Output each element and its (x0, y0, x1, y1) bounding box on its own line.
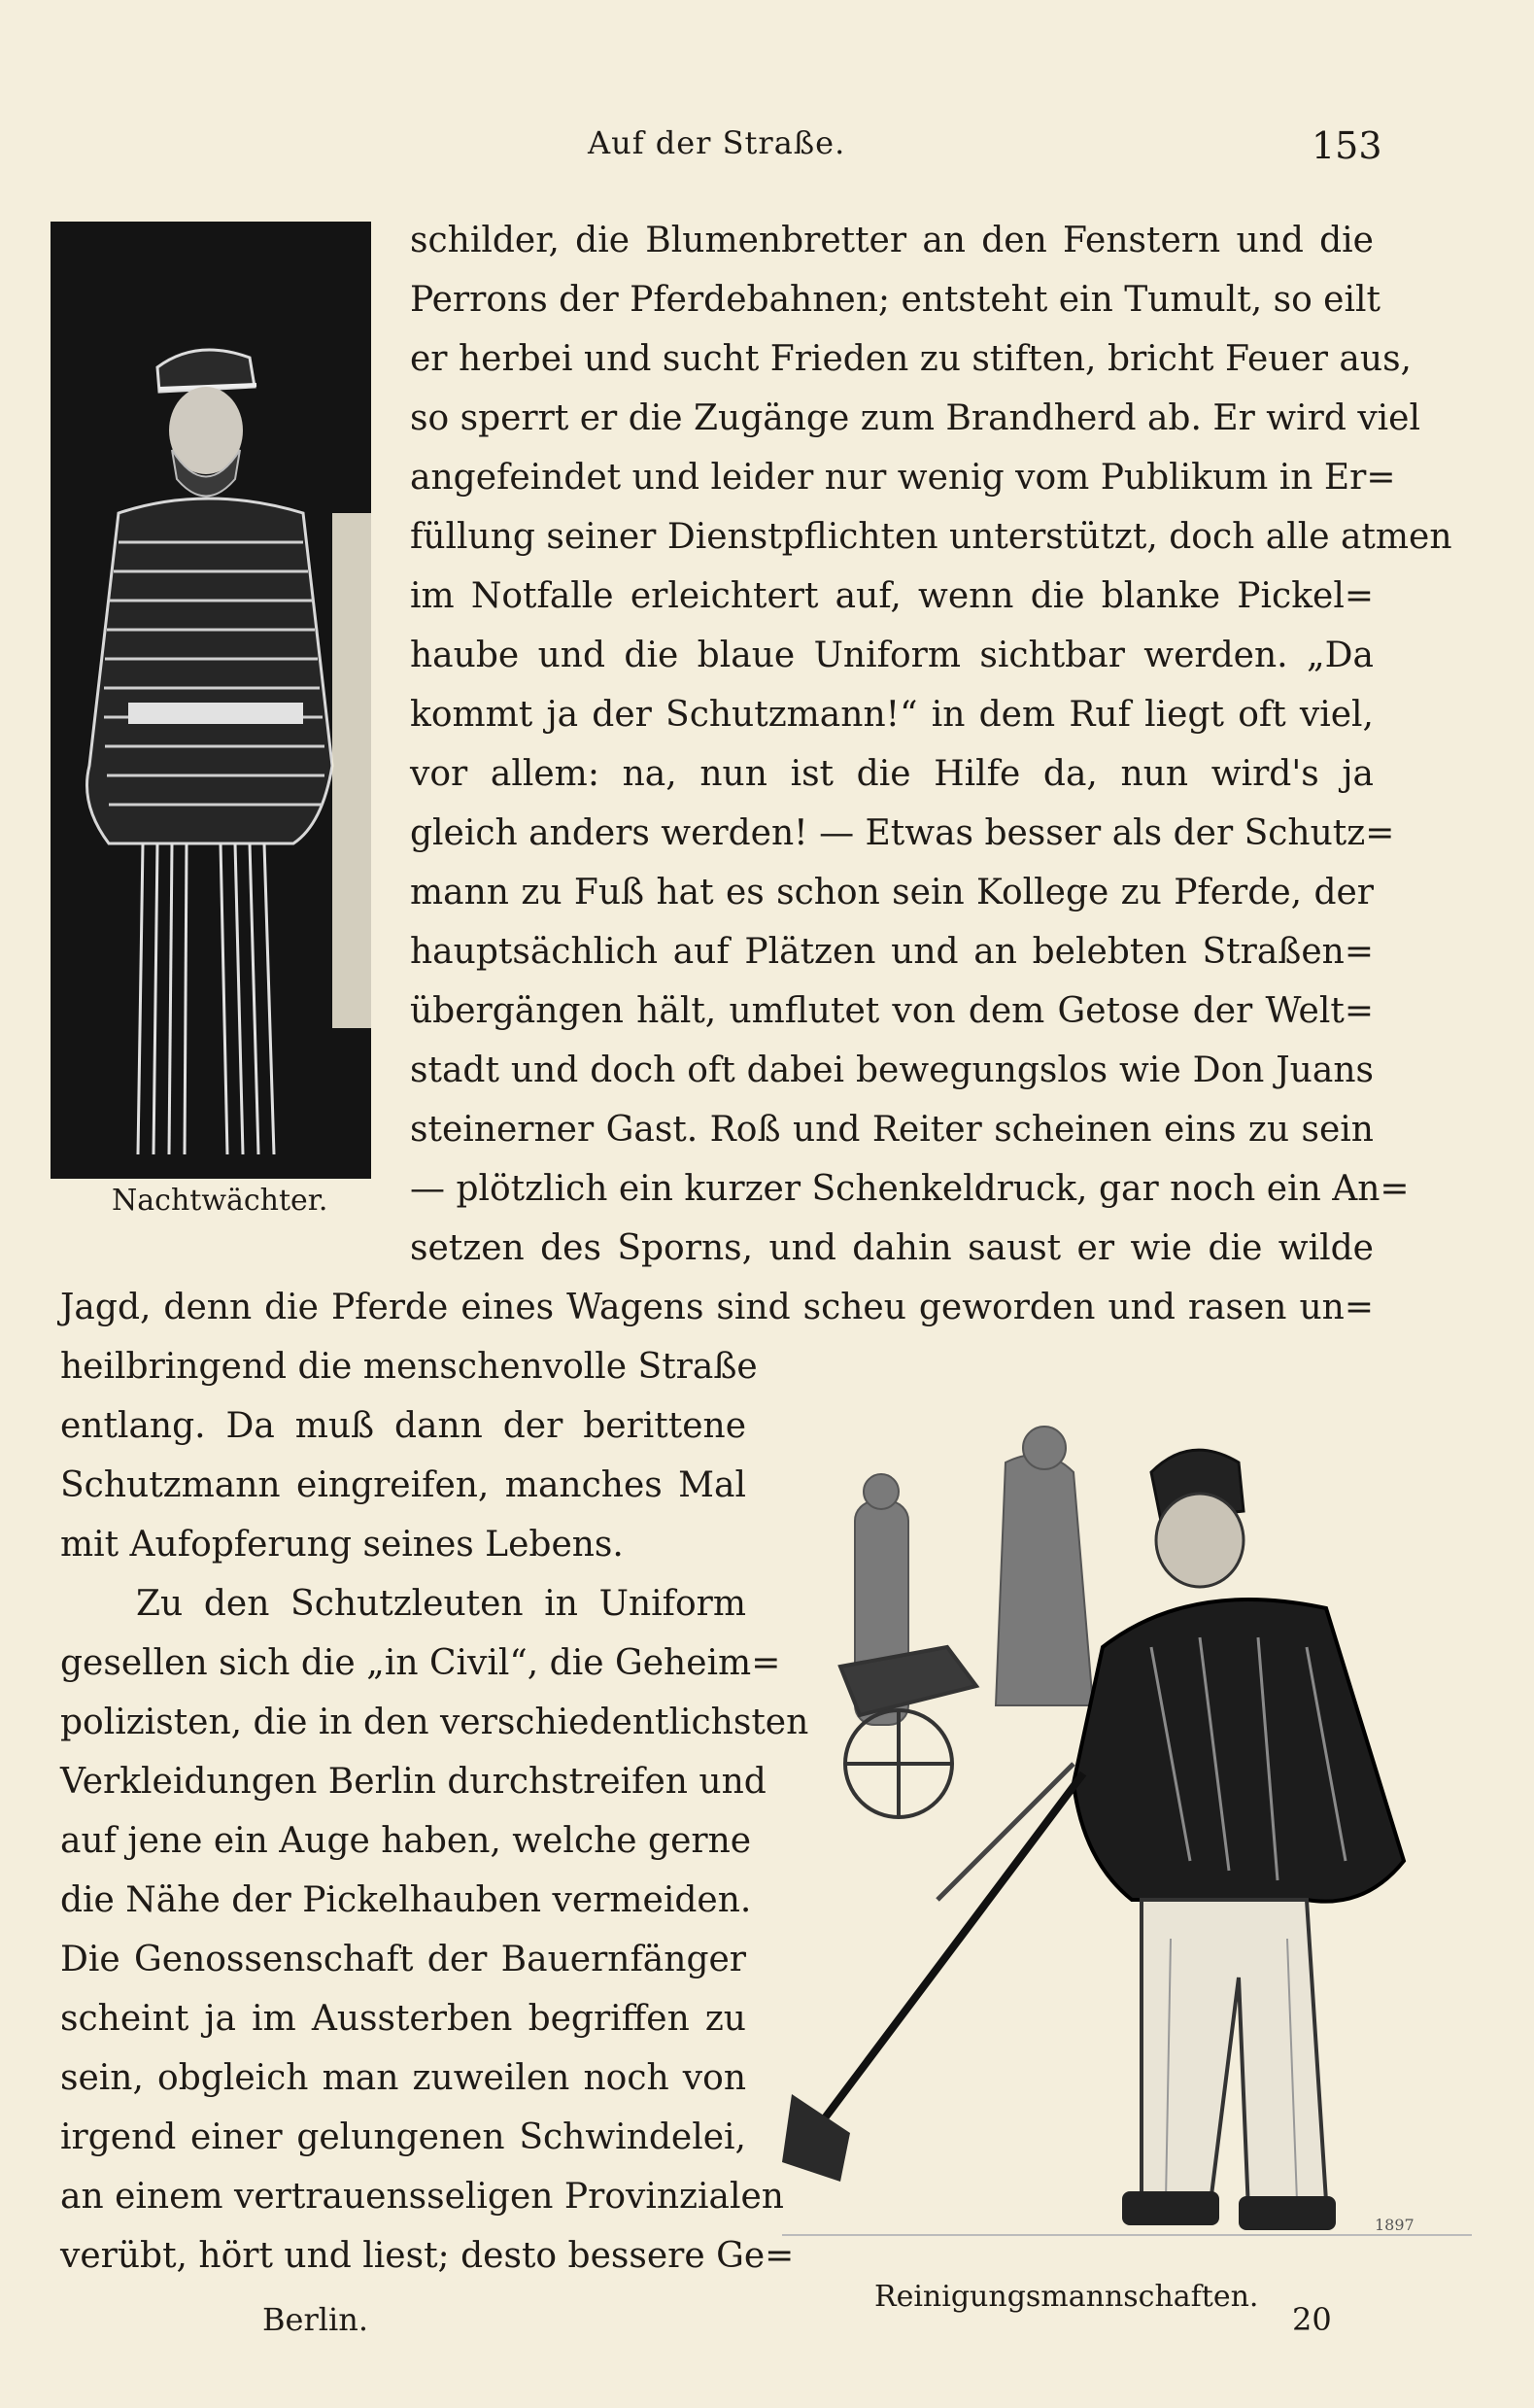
page-number: 153 (1312, 124, 1382, 167)
body-line: im Notfalle erleichtert auf, wenn die blanke Pickel= (410, 576, 1374, 616)
body-line: Jagd, denn die Pferde eines Wagens sind scheu geworden und rasen un= (60, 1288, 1374, 1327)
body-line: Die Genossenschaft der Bauernfänger (60, 1940, 746, 1979)
body-line: Perrons der Pferdebahnen; entsteht ein Tumult, so eilt (410, 280, 1381, 320)
street-sweepers-illustration (782, 1356, 1472, 2274)
body-line: die Nähe der Pickelhauben vermeiden. (60, 1880, 752, 1920)
caption-street-sweepers: Reinigungsmannschaften. (874, 2280, 1259, 2314)
night-watchman-figure (51, 222, 371, 1179)
running-head: Auf der Straße. (588, 124, 846, 161)
body-line: an einem vertrauensseligen Provinzialen (60, 2177, 784, 2217)
artist-signature: 1897 (1375, 2216, 1415, 2234)
body-line: sein, obgleich man zuweilen noch von (60, 2058, 746, 2098)
body-line: Schutzmann eingreifen, manches Mal (60, 1465, 746, 1505)
body-line: kommt ja der Schutzmann!“ in dem Ruf liegt oft viel, (410, 695, 1374, 735)
body-line: haube und die blaue Uniform sichtbar werden. „Da (410, 636, 1374, 675)
body-line: mann zu Fuß hat es schon sein Kollege zu Pferde, der (410, 873, 1374, 912)
body-line: gleich anders werden! — Etwas besser als der Schutz= (410, 813, 1395, 853)
body-line: — plötzlich ein kurzer Schenkeldruck, gar noch ein An= (410, 1169, 1410, 1209)
body-line: steinerner Gast. Roß und Reiter scheinen eins zu sein (410, 1110, 1374, 1150)
body-line: so sperrt er die Zugänge zum Brandherd ab. Er wird viel (410, 398, 1420, 438)
body-line: entlang. Da muß dann der berittene (60, 1406, 746, 1446)
body-line: auf jene ein Auge haben, welche gerne (60, 1821, 752, 1861)
body-line: verübt, hört und liest; desto bessere Ge= (60, 2236, 795, 2276)
body-line: Zu den Schutzleuten in Uniform (136, 1584, 746, 1624)
body-line: heilbringend die menschenvolle Straße (60, 1347, 758, 1387)
street-sweepers-figure (782, 1356, 1472, 2274)
body-line: übergängen hält, umflutet von dem Getose der Welt= (410, 991, 1374, 1031)
body-line: Verkleidungen Berlin durchstreifen und (60, 1762, 767, 1802)
footer-signature: Berlin. (262, 2301, 368, 2338)
body-line: mit Aufopferung seines Lebens. (60, 1525, 624, 1565)
body-line: polizisten, die in den verschiedentlichsten (60, 1703, 809, 1742)
body-line: vor allem: na, nun ist die Hilfe da, nun wird's ja (410, 754, 1374, 794)
body-line: er herbei und sucht Frieden zu stiften, bricht Feuer aus, (410, 339, 1412, 379)
body-line: setzen des Sporns, und dahin saust er wie die wilde (410, 1228, 1374, 1268)
body-line: scheint ja im Aussterben begriffen zu (60, 1999, 746, 2039)
caption-night-watchman: Nachtwächter. (112, 1184, 328, 1218)
night-watchman-illustration (51, 222, 371, 1179)
body-line: füllung seiner Dienstpflichten unterstützt, doch alle atmen (410, 517, 1452, 557)
body-line: irgend einer gelungenen Schwindelei, (60, 2117, 746, 2157)
body-line: angefeindet und leider nur wenig vom Publikum in Er= (410, 458, 1396, 498)
body-line: schilder, die Blumenbretter an den Fenstern und die (410, 221, 1374, 260)
body-line: stadt und doch oft dabei bewegungslos wie Don Juans (410, 1050, 1374, 1090)
body-line: hauptsächlich auf Plätzen und an belebten Straßen= (410, 932, 1374, 972)
body-line: gesellen sich die „in Civil“, die Geheim= (60, 1643, 781, 1683)
footer-sheet-number: 20 (1292, 2301, 1332, 2338)
